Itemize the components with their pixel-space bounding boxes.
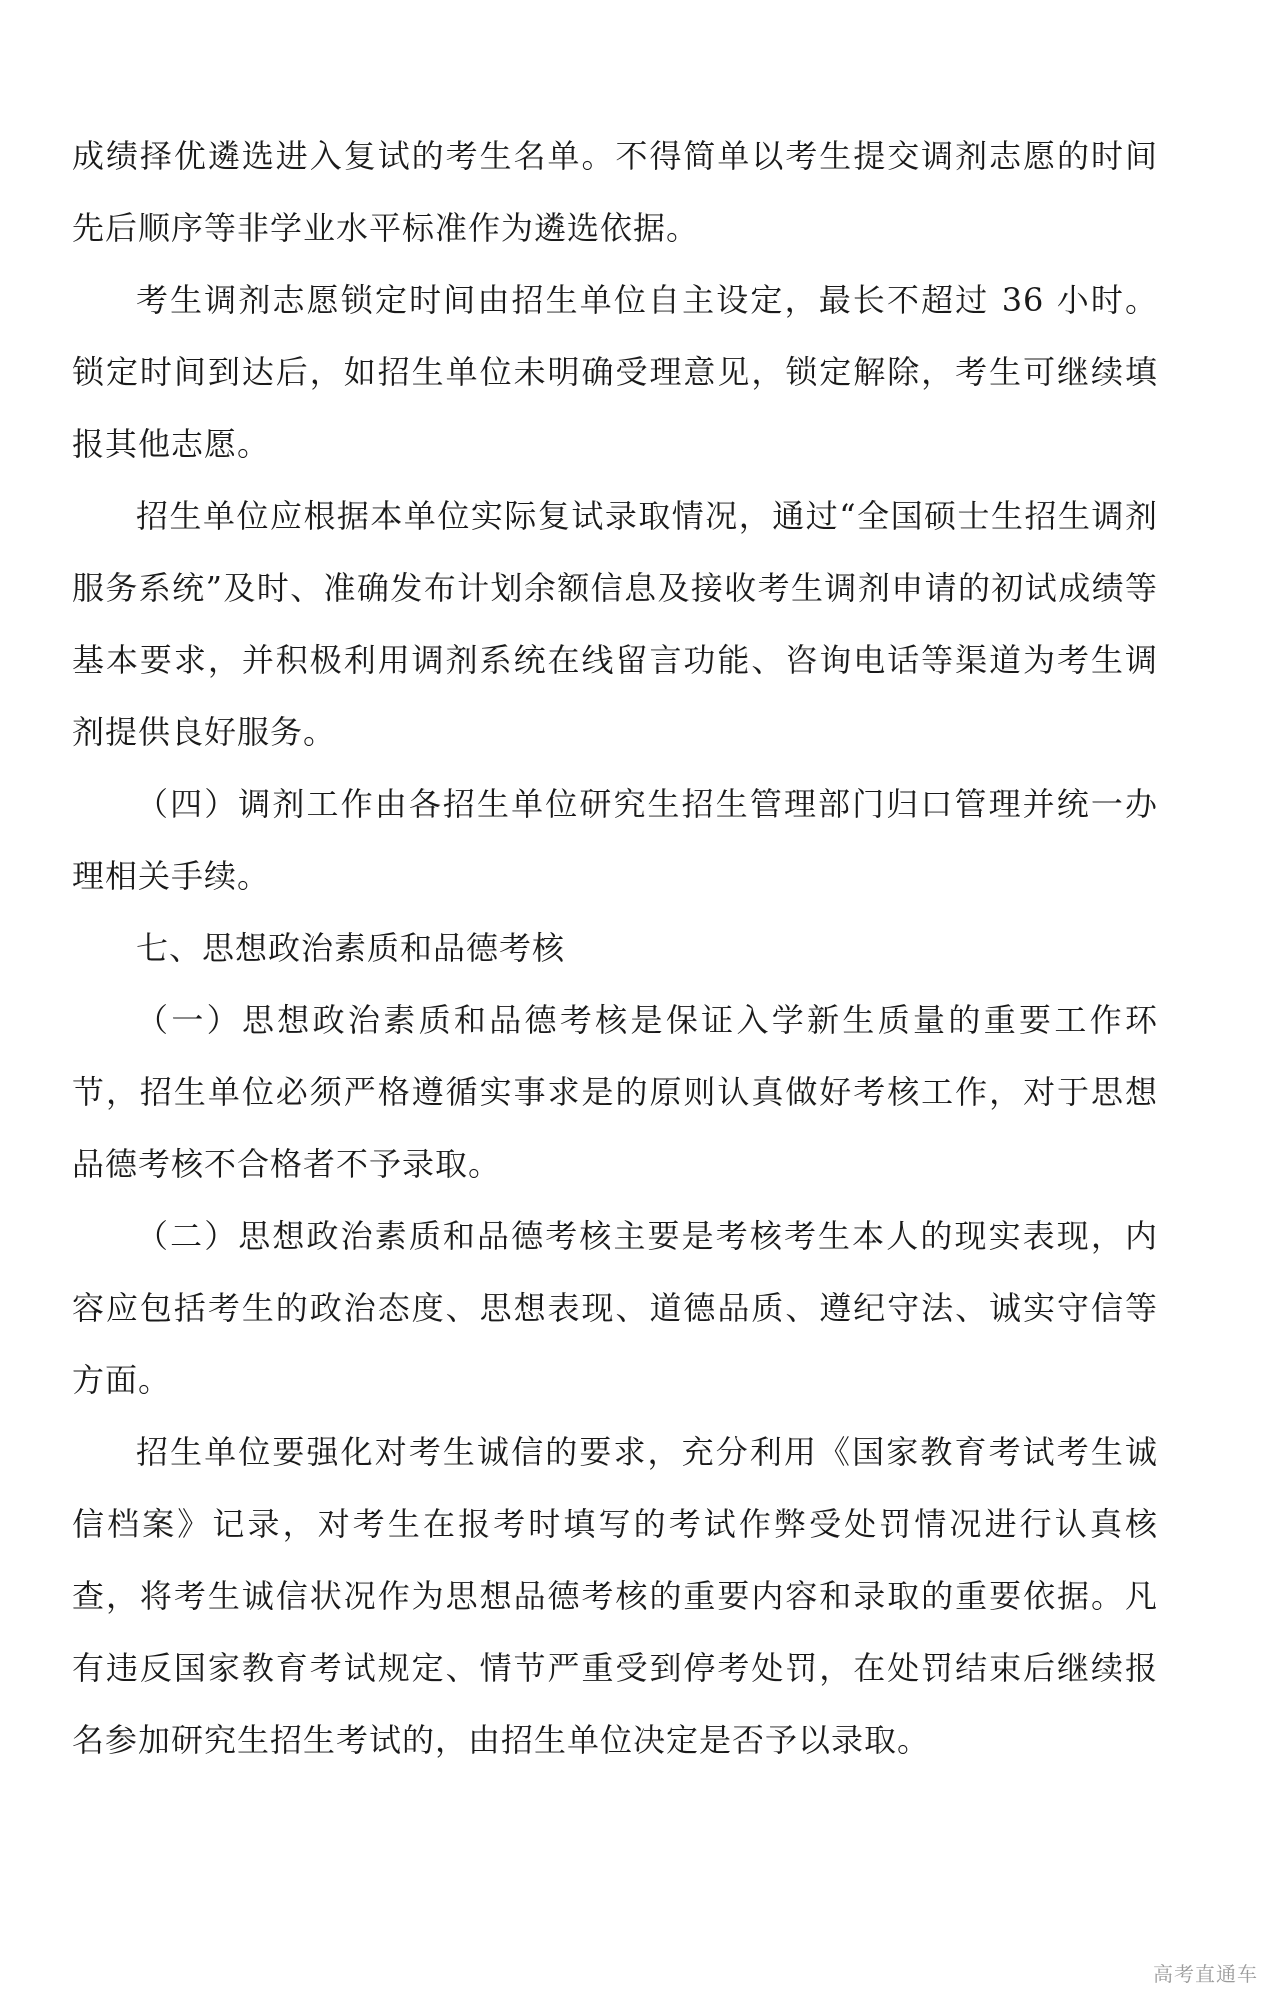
paragraph-continuation: 成绩择优遴选进入复试的考生名单。不得简单以考生提交调剂志愿的时间先后顺序等非学业水平标准作为遴选依据。 <box>72 137 1158 247</box>
paragraph-lock-time: 考生调剂志愿锁定时间由招生单位自主设定，最长不超过 36 小时。锁定时间到达后，如招生单位未明确受理意见，锁定解除，考生可继续填报其他志愿。 <box>72 281 1158 463</box>
paragraph-adjustment-service: 招生单位应根据本单位实际复试录取情况，通过“全国硕士生招生调剂服务系统”及时、准确发布计划余额信息及接收考生调剂申请的初试成绩等基本要求，并积极利用调剂系统在线留言功能、咨询电话等渠道为考生调剂提供良好服务。 <box>72 497 1158 751</box>
watermark-label: 高考直通车 <box>1153 1962 1258 1986</box>
paragraph-item-two: （二）思想政治素质和品德考核主要是考核考生本人的现实表现，内容应包括考生的政治态度、思想表现、道德品质、遵纪守法、诚实守信等方面。 <box>72 1217 1158 1399</box>
paragraph-integrity: 招生单位要强化对考生诚信的要求，充分利用《国家教育考试考生诚信档案》记录，对考生在报考时填写的考试作弊受处罚情况进行认真核查，将考生诚信状况作为思想品德考核的重要内容和录取的重要依据。凡有违反国家教育考试规定、情节严重受到停考处罚，在处罚结束后继续报名参加研究生招生考试的，由招生单位决定是否予以录取。 <box>72 1433 1158 1759</box>
document-page <box>72 120 1158 1776</box>
paragraph-item-one: （一）思想政治素质和品德考核是保证入学新生质量的重要工作环节，招生单位必须严格遵循实事求是的原则认真做好考核工作，对于思想品德考核不合格者不予录取。 <box>72 1001 1158 1183</box>
paragraph-item-four: （四）调剂工作由各招生单位研究生招生管理部门归口管理并统一办理相关手续。 <box>72 785 1158 895</box>
section-heading: 七、思想政治素质和品德考核 <box>136 929 566 967</box>
